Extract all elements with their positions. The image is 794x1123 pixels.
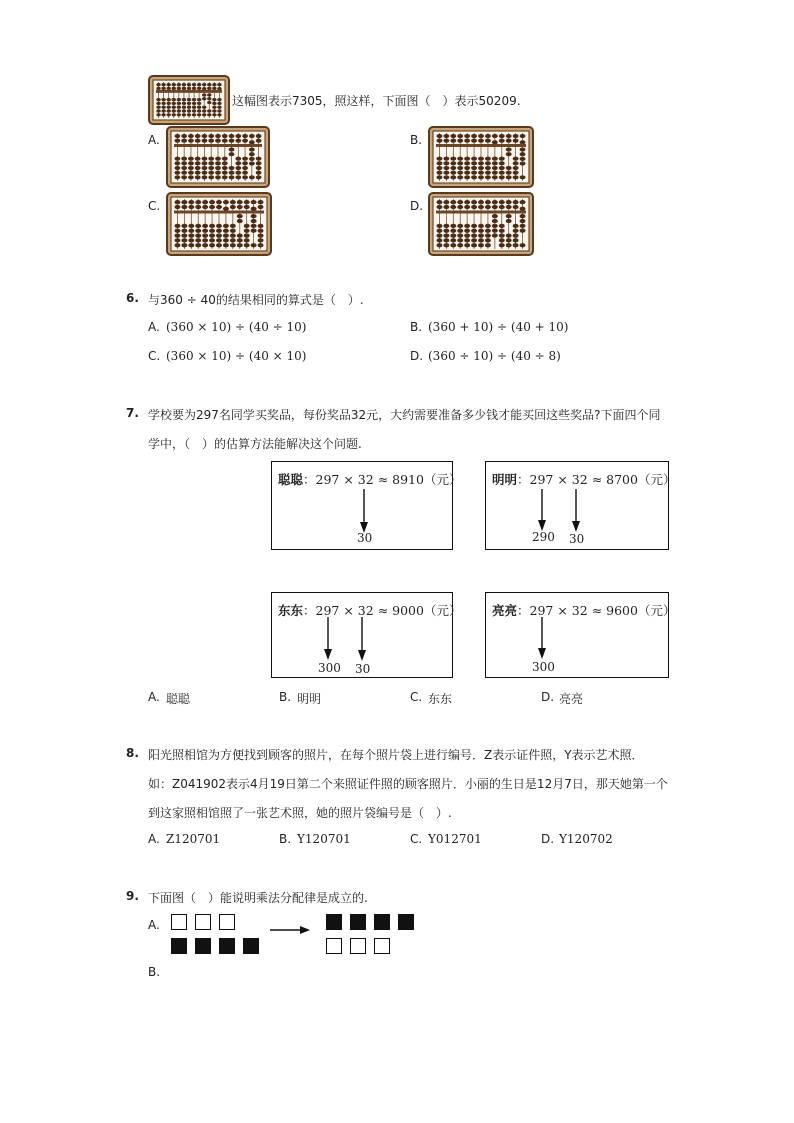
q8-option-d-label[interactable]: D. (541, 832, 555, 846)
q7-stem-line2: 学中，（ ）的估算方法能解决这个问题. (148, 437, 362, 451)
q8-stem-line3: 到这家照相馆照了一张艺术照，她的照片袋编号是（ ）. (148, 806, 452, 820)
estimate-label: 30 (357, 531, 373, 545)
q8-stem-line2: 如：Z041902表示4月19日第二个来照证件照的顾客照片．小丽的生日是12月7日，那天她第一个 (148, 777, 668, 791)
estimate-name: 明明 (492, 472, 518, 487)
estimate-label: 30 (355, 662, 371, 676)
abacus-option-b[interactable] (428, 126, 534, 188)
outline-square (219, 914, 235, 930)
q7-option-a-label[interactable]: A. (148, 690, 160, 704)
q8-number: 8. (126, 746, 139, 760)
q7-option-d-label[interactable]: D. (541, 690, 555, 704)
q6-option-a-label[interactable]: A. (148, 320, 160, 334)
estimate-label: 300 (532, 660, 555, 674)
abacus-icon (428, 126, 534, 188)
estimate-expr: 297 × 32 ≈ 9600（元） (529, 603, 676, 618)
q6-option-c-expr[interactable]: (360 × 10) ÷ (40 × 10) (166, 349, 307, 363)
q8-stem-line1: 阳光照相馆为方便找到顾客的照片，在每个照片袋上进行编号．Z表示证件照，Y表示艺术照． (148, 748, 644, 762)
estimate-expr: 297 × 32 ≈ 8700（元） (529, 472, 676, 487)
q7-option-c-label[interactable]: C. (410, 690, 423, 704)
outline-square (171, 914, 187, 930)
abacus-icon (148, 75, 230, 125)
q9-option-a-label[interactable]: A. (148, 918, 160, 932)
q6-option-d-label[interactable]: D. (410, 349, 424, 363)
estimate-expr: 297 × 32 ≈ 9000（元） (315, 603, 462, 618)
right-arrow-icon (268, 922, 312, 938)
q5-option-d-label[interactable]: D. (410, 199, 424, 213)
q8-option-a-text[interactable]: Z120701 (166, 832, 221, 846)
q7-option-b-label[interactable]: B. (279, 690, 292, 704)
estimate-name: 亮亮 (492, 603, 518, 618)
estimate-box-dongdong: 东东：297 × 32 ≈ 9000（元） 300 30 (271, 592, 453, 678)
outline-square (195, 914, 211, 930)
abacus-icon (428, 192, 534, 256)
filled-square (195, 938, 211, 954)
filled-square (171, 938, 187, 954)
filled-square (398, 914, 414, 930)
q9-stem: 下面图（ ）能说明乘法分配律是成立的. (148, 891, 368, 905)
q9-option-b-label[interactable]: B. (148, 965, 161, 979)
q7-option-d-text[interactable]: 亮亮 (559, 692, 584, 706)
q8-option-b-label[interactable]: B. (279, 832, 292, 846)
estimate-expr: 297 × 32 ≈ 8910（元） (315, 472, 462, 487)
outline-square (326, 938, 342, 954)
estimate-label: 30 (569, 532, 585, 546)
q6-option-c-label[interactable]: C. (148, 349, 161, 363)
outline-square (374, 938, 390, 954)
q7-option-b-text[interactable]: 明明 (297, 692, 322, 706)
abacus-icon (166, 126, 270, 188)
estimate-label: 290 (532, 530, 555, 544)
outline-square (350, 938, 366, 954)
q8-option-c-label[interactable]: C. (410, 832, 423, 846)
q6-number: 6. (126, 291, 139, 305)
q7-option-c-text[interactable]: 东东 (428, 692, 453, 706)
q7-number: 7. (126, 406, 139, 420)
filled-square (350, 914, 366, 930)
abacus-option-a[interactable] (166, 126, 270, 188)
q8-option-c-text[interactable]: Y012701 (428, 832, 482, 846)
estimate-label: 300 (318, 661, 341, 675)
q6-option-d-expr[interactable]: (360 ÷ 10) ÷ (40 ÷ 8) (428, 349, 561, 363)
estimate-name: 聪聪 (278, 472, 304, 487)
q7-option-a-text[interactable]: 聪聪 (166, 692, 191, 706)
q6-option-b-label[interactable]: B. (410, 320, 423, 334)
q6-option-a-expr[interactable]: (360 × 10) ÷ (40 ÷ 10) (166, 320, 307, 334)
filled-square (326, 914, 342, 930)
filled-square (243, 938, 259, 954)
q8-option-a-label[interactable]: A. (148, 832, 160, 846)
q8-option-d-text[interactable]: Y120702 (559, 832, 613, 846)
estimate-box-liangliang: 亮亮：297 × 32 ≈ 9600（元） 300 (485, 592, 669, 678)
q7-stem-line1: 学校要为297名同学买奖品，每份奖品32元，大约需要准备多少钱才能买回这些奖品?下面四个同 (148, 408, 661, 422)
q5-option-c-label[interactable]: C. (148, 199, 161, 213)
abacus-option-c[interactable] (166, 192, 272, 256)
estimate-box-congcong: 聪聪：297 × 32 ≈ 8910（元） 30 (271, 461, 453, 550)
q5-option-a-label[interactable]: A. (148, 133, 160, 147)
q9-number: 9. (126, 889, 139, 903)
q5-stem: 这幅图表示7305，照这样，下面图（ ）表示50209. (232, 94, 521, 108)
q6-stem: 与360 ÷ 40的结果相同的算式是（ ）. (148, 293, 364, 307)
q5-option-b-label[interactable]: B. (410, 133, 423, 147)
abacus-7305 (148, 75, 230, 125)
filled-square (374, 914, 390, 930)
estimate-name: 东东 (278, 603, 304, 618)
q8-option-b-text[interactable]: Y120701 (297, 832, 351, 846)
estimate-box-mingming: 明明：297 × 32 ≈ 8700（元） 290 30 (485, 461, 669, 550)
q6-option-b-expr[interactable]: (360 + 10) ÷ (40 + 10) (428, 320, 569, 334)
abacus-option-d[interactable] (428, 192, 534, 256)
abacus-icon (166, 192, 272, 256)
estimate-arrows (486, 593, 670, 679)
filled-square (219, 938, 235, 954)
